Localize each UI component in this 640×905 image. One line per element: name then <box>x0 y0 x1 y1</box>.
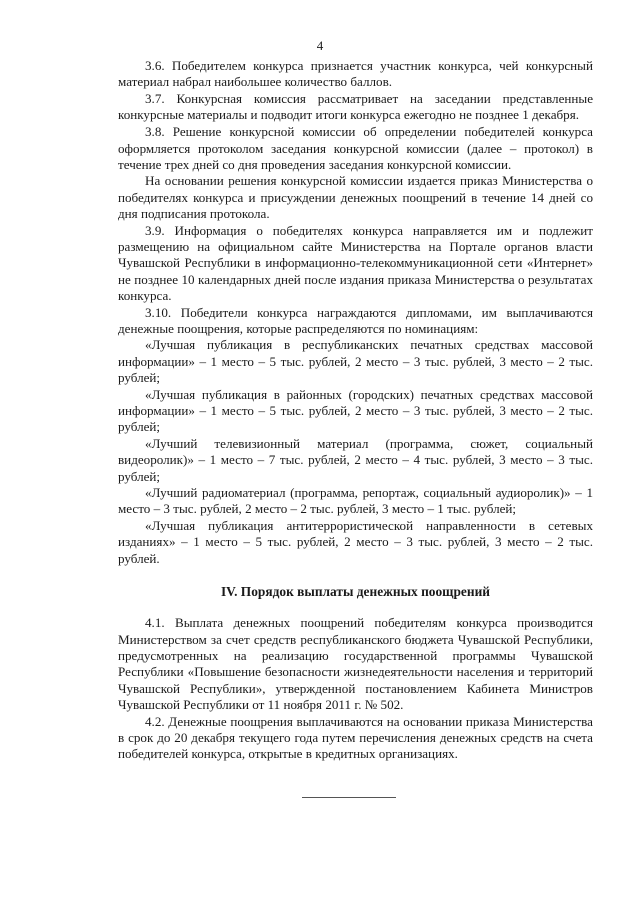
nomination-district-print: «Лучшая публикация в районных (городских) печатных средствах массовой информации» – 1 место – 5 тыс. рублей, 2 место – 3 тыс. рублей, 3 место – 2 тыс. рублей; <box>118 386 593 435</box>
nomination-tv: «Лучший телевизионный материал (программа, сюжет, социальный видеоролик)» – 1 место – 7 тыс. рублей, 2 место – 4 тыс. рублей, 3 место – 3 тыс. рублей; <box>118 435 593 484</box>
paragraph-3-6: 3.6. Победителем конкурса признается участник конкурса, чей конкурсный материал набрал наибольшее количество баллов. <box>118 58 593 90</box>
nomination-online-antiterror: «Лучшая публикация антитеррористической направленности в сетевых изданиях» – 1 место – 5 тыс. рублей, 2 место – 3 тыс. рублей, 3 место – 2 тыс. рублей. <box>118 517 593 566</box>
paragraph-3-7: 3.7. Конкурсная комиссия рассматривает на заседании представленные конкурсные материалы и подводит итоги конкурса ежегодно не позднее 1 декабря. <box>118 90 593 123</box>
paragraph-4-2: 4.2. Денежные поощрения выплачиваются на основании приказа Министерства в срок до 20 декабря текущего года путем перечисления денежных средств на счета победителей конкурса, открытые в кредитных организациях. <box>118 713 593 762</box>
paragraph-3-10: 3.10. Победители конкурса награждаются дипломами, им выплачиваются денежные поощрения, которые распределяются по номинациям: <box>118 304 593 336</box>
footer-divider <box>302 797 396 798</box>
nomination-radio: «Лучший радиоматериал (программа, репортаж, социальный аудиоролик)» – 1 место – 3 тыс. рублей, 2 место – 2 тыс. рублей, 3 место – 1 тыс. рублей; <box>118 485 593 517</box>
section-4-heading: IV. Порядок выплаты денежных поощрений <box>220 584 491 600</box>
nomination-republican-print: «Лучшая публикация в республиканских печатных средствах массовой информации» – 1 место – 5 тыс. рублей, 2 место – 3 тыс. рублей, 3 место – 2 тыс. рублей; <box>118 337 593 386</box>
paragraph-3-8: 3.8. Решение конкурсной комиссии об определении победителей конкурса оформляется протоколом заседания конкурсной комиссии (далее – протокол) в течение трех дней со дня проведения заседания конкурсной комиссии. <box>118 124 593 172</box>
paragraph-3-9: 3.9. Информация о победителях конкурса направляется им и подлежит размещению на официальном сайте Министерства на Портале органов власти Чувашской Республики в информационно-телекоммуникационной сети «Интернет» не позднее 10 календарных дней после издания приказа Министерства о результатах конкурса. <box>118 222 593 304</box>
page-number: 4 <box>316 38 324 53</box>
paragraph-4-1: 4.1. Выплата денежных поощрений победителям конкурса производится Министерством за счет средств республиканского бюджета Чувашской Республики, предусмотренных на реализацию государственной программы Чувашской Республики «Повышение безопасности жизнедеятельности населения и территорий Чувашской Республики», утвержденной постановлением Кабинета Министров Чувашской Республики от 11 ноября 2011 г. № 502. <box>118 615 593 713</box>
paragraph-3-8-order: На основании решения конкурсной комиссии издается приказ Министерства о победителях конкурса и присуждении денежных поощрений в течение 14 дней со дня подписания протокола. <box>118 173 593 222</box>
document-body <box>118 58 593 763</box>
